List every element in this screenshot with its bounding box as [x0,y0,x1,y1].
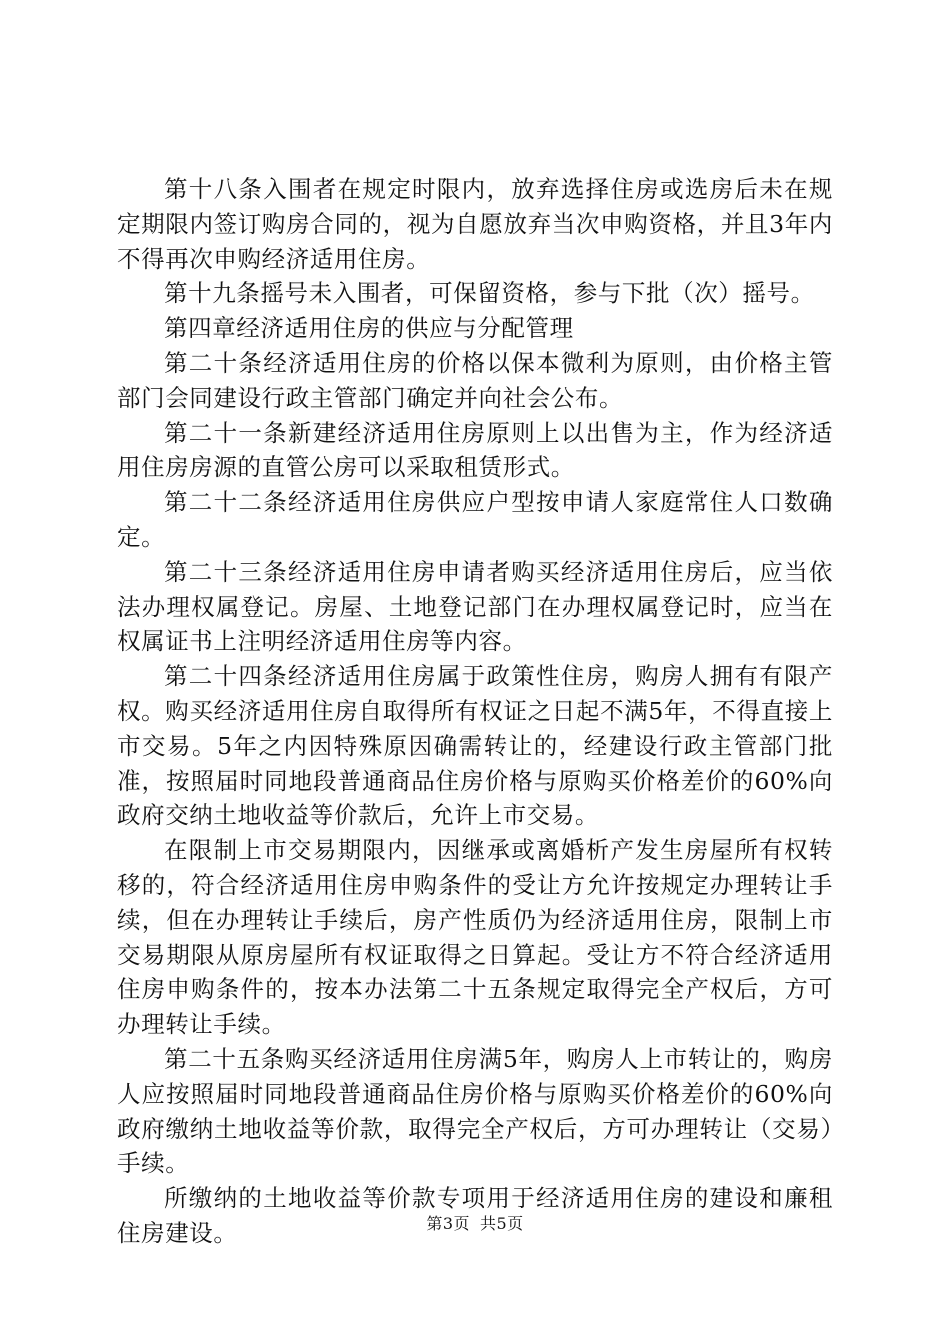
paragraph-article-25-continued: 所缴纳的土地收益等价款专项用于经济适用住房的建设和廉租住房建设。 [117,1184,833,1247]
paragraph-article-19: 第十九条摇号未入围者，可保留资格，参与下批（次）摇号。 [164,279,815,308]
paragraph-article-18: 第十八条入围者在规定时限内，放弃选择住房或选房后未在规定期限内签订购房合同的，视为自愿放弃当次申购资格，并且3年内不得再次申购经济适用住房。 [117,175,833,273]
paragraph-article-20: 第二十条经济适用住房的价格以保本微利为原则，由价格主管部门会同建设行政主管部门确定并向社会公布。 [117,348,833,412]
paragraph-article-24: 第二十四条经济适用住房属于政策性住房，购房人拥有有限产权。购买经济适用住房自取得所有权证之日起不满5年，不得直接上市交易。5年之内因特殊原因确需转让的，经建设行政主管部门批准，按照届时同地段普通商品住房价格与原购买价格差价的60%向政府交纳土地收益等价款后，允许上市交易。 [117,662,833,830]
page-footer [0,1214,950,1234]
paragraph-article-25: 第二十五条购买经济适用住房满5年，购房人上市转让的，购房人应按照届时同地段普通商品住房价格与原购买价格差价的60%向政府缴纳土地收益等价款，取得完全产权后，方可办理转让（交易）手续。 [117,1044,833,1178]
paragraph-article-24-continued: 在限制上市交易期限内，因继承或离婚析产发生房屋所有权转移的，符合经济适用住房申购条件的受让方允许按规定办理转让手续，但在办理转让手续后，房产性质仍为经济适用住房，限制上市交易期限从原房屋所有权证取得之日算起。受让方不符合经济适用住房申购条件的，按本办法第二十五条规定取得完全产权后，方可办理转让手续。 [117,836,833,1039]
page-total: 共5页 [480,1214,524,1233]
paragraph-article-23: 第二十三条经济适用住房申请者购买经济适用住房后，应当依法办理权属登记。房屋、土地登记部门在办理权属登记时，应当在权属证书上注明经济适用住房等内容。 [117,557,833,656]
paragraph-article-21: 第二十一条新建经济适用住房原则上以出售为主，作为经济适用住房房源的直管公房可以采取租赁形式。 [117,418,833,482]
paragraph-article-22: 第二十二条经济适用住房供应户型按申请人家庭常住人口数确定。 [117,488,833,551]
page-number: 第3页 [426,1214,470,1233]
document-body [117,172,833,1251]
chapter-heading-4: 第四章经济适用住房的供应与分配管理 [164,314,574,343]
